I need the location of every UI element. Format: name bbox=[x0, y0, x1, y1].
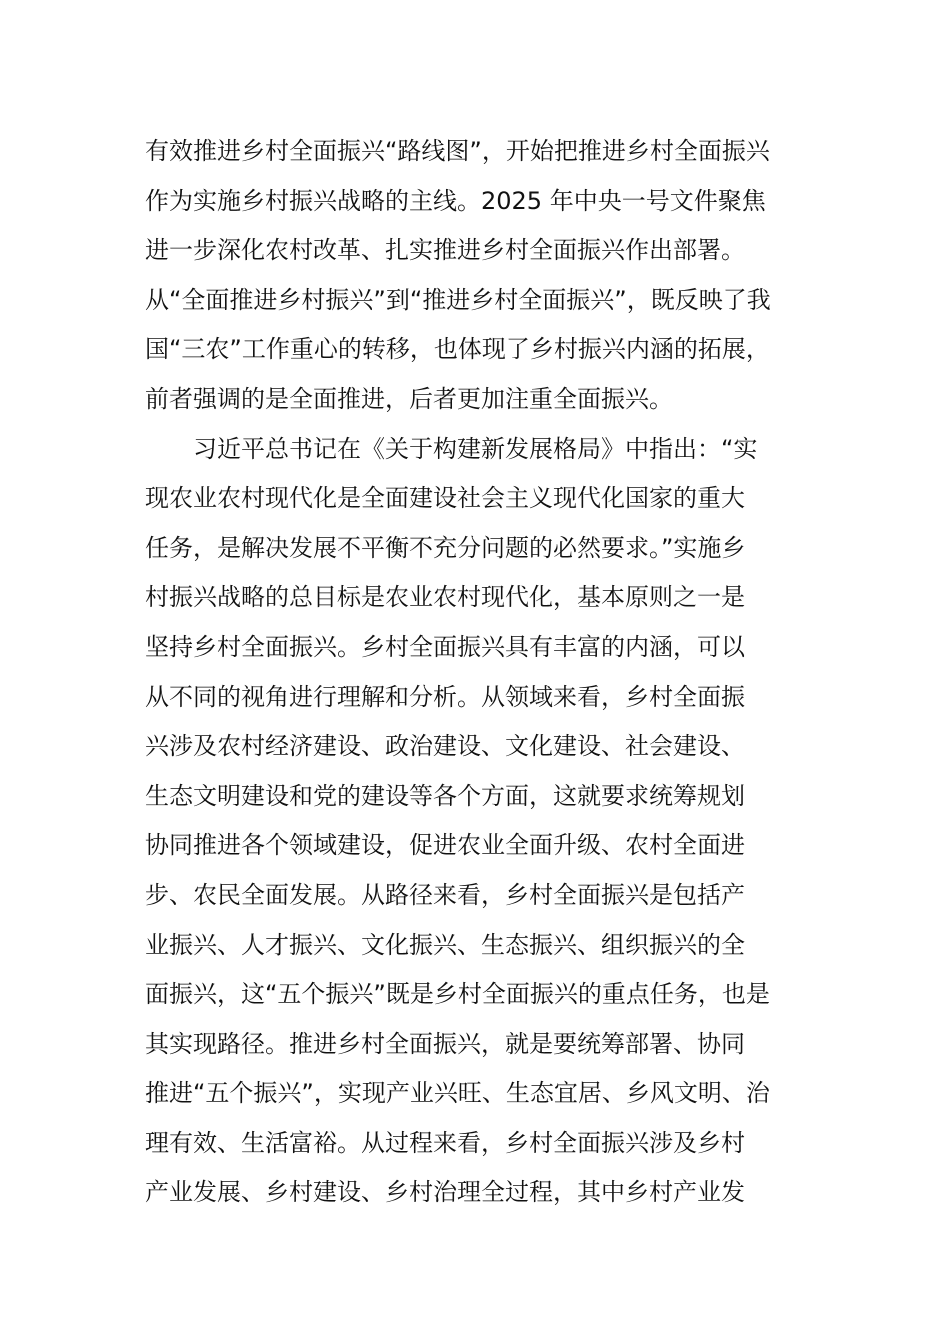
text-line: 业振兴、人才振兴、文化振兴、生态振兴、组织振兴的全 bbox=[145, 930, 745, 959]
text-line: 村振兴战略的总目标是农业农村现代化，基本原则之一是 bbox=[145, 583, 745, 612]
document-body bbox=[145, 127, 815, 1218]
text-line: 面振兴，这“五个振兴”既是乡村全面振兴的重点任务，也是 bbox=[145, 980, 770, 1009]
text-line: 现农业农村现代化是全面建设社会主义现代化国家的重大 bbox=[145, 484, 745, 513]
paragraph-1 bbox=[145, 127, 815, 425]
text-line: 任务，是解决发展不平衡不充分问题的必然要求。”实施乡 bbox=[145, 533, 746, 562]
paragraph-2 bbox=[145, 425, 815, 1219]
text-line: 其实现路径。推进乡村全面振兴，就是要统筹部署、协同 bbox=[145, 1029, 745, 1058]
text-line: 从不同的视角进行理解和分析。从领域来看，乡村全面振 bbox=[145, 682, 745, 711]
text-line: 推进“五个振兴”，实现产业兴旺、生态宜居、乡风文明、治 bbox=[145, 1079, 770, 1108]
text-line: 有效推进乡村全面振兴“路线图”，开始把推进乡村全面振兴 bbox=[145, 137, 770, 165]
text-line: 兴涉及农村经济建设、政治建设、文化建设、社会建设、 bbox=[145, 732, 745, 761]
text-line: 作为实施乡村振兴战略的主线。2025 年中央一号文件聚焦 bbox=[145, 186, 766, 215]
text-line: 坚持乡村全面振兴。乡村全面振兴具有丰富的内涵，可以 bbox=[145, 632, 745, 661]
text-line: 产业发展、乡村建设、乡村治理全过程，其中乡村产业发 bbox=[145, 1178, 745, 1207]
text-line: 理有效、生活富裕。从过程来看，乡村全面振兴涉及乡村 bbox=[145, 1128, 745, 1157]
text-line: 前者强调的是全面推进，后者更加注重全面振兴。 bbox=[145, 384, 673, 413]
text-line-indented: 习近平总书记在《关于构建新发展格局》中指出：“实 bbox=[193, 434, 758, 463]
text-line: 从“全面推进乡村振兴”到“推进乡村全面振兴”，既反映了我 bbox=[145, 285, 771, 314]
text-line: 步、农民全面发展。从路径来看，乡村全面振兴是包括产 bbox=[145, 880, 745, 909]
text-line: 生态文明建设和党的建设等各个方面，这就要求统筹规划 bbox=[145, 781, 745, 810]
text-line: 国“三农”工作重心的转移，也体现了乡村振兴内涵的拓展， bbox=[145, 335, 770, 364]
text-line: 进一步深化农村改革、扎实推进乡村全面振兴作出部署。 bbox=[145, 236, 745, 265]
text-line: 协同推进各个领域建设，促进农业全面升级、农村全面进 bbox=[145, 831, 745, 860]
